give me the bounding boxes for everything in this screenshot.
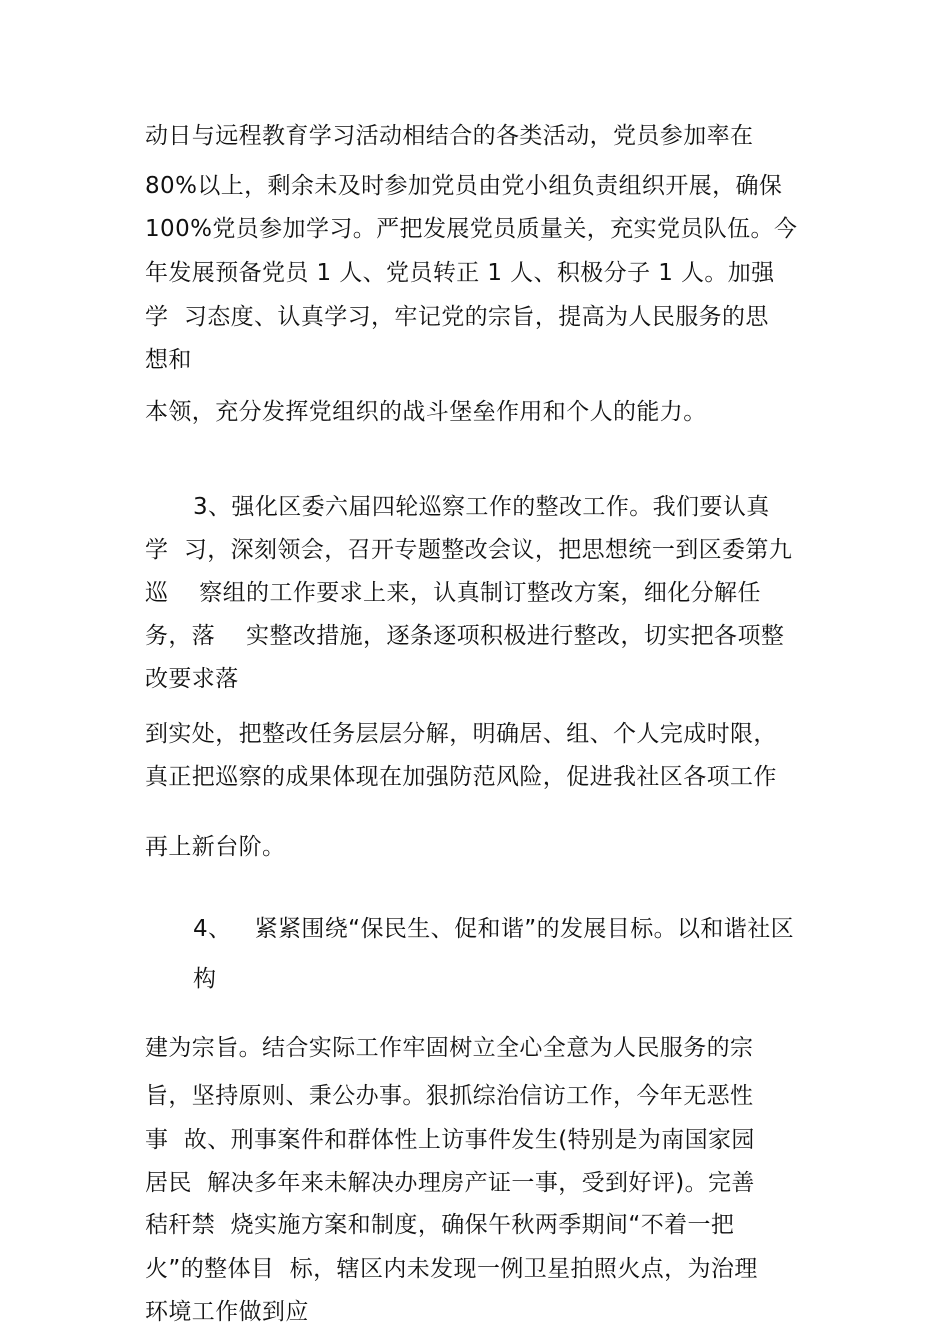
text-line: 80%以上，剩余未及时参加党员由党小组负责组织开展，确保 [145,173,783,199]
text-line: 再上新台阶。 [145,834,286,860]
text-line: 学 习态度、认真学习，牢记党的宗旨，提高为人民服务的思 [145,304,769,330]
text-line: 想和 [145,347,192,373]
text-line: 改要求落 [145,666,239,692]
text-line: 建为宗旨。结合实际工作牢固树立全心全意为人民服务的宗 [145,1035,754,1061]
text-line: 事 故、刑事案件和群体性上访事件发生(特别是为南国家园 [145,1127,755,1153]
text-line: 3、强化区委六届四轮巡察工作的整改工作。我们要认真 [193,494,770,520]
text-line: 100%党员参加学习。严把发展党员质量关，充实党员队伍。今 [145,216,798,242]
text-line: 动日与远程教育学习活动相结合的各类活动，党员参加率在 [145,123,754,149]
text-line: 学 习，深刻领会，召开专题整改会议，把思想统一到区委第九 [145,537,793,563]
text-line: 居民 解决多年来未解决办理房产证一事，受到好评)。完善 [145,1170,755,1196]
text-line: 火”的整体目 标，辖区内未发现一例卫星拍照火点，为治理 [145,1256,758,1282]
text-line: 巡 察组的工作要求上来，认真制订整改方案，细化分解任 [145,580,761,606]
text-line: 环境工作做到应 [145,1299,309,1325]
text-line: 构 [193,966,217,992]
text-line: 4、 紧紧围绕“保民生、促和谐”的发展目标。以和谐社区 [193,916,794,942]
text-line: 到实处，把整改任务层层分解，明确居、组、个人完成时限， [145,721,777,747]
text-line: 旨，坚持原则、秉公办事。狠抓综治信访工作，今年无恶性 [145,1083,754,1109]
text-line: 秸秆禁 烧实施方案和制度，确保午秋两季期间“不着一把 [145,1212,735,1238]
text-line: 年发展预备党员 1 人、党员转正 1 人、积极分子 1 人。加强 [145,260,775,286]
text-line: 真正把巡察的成果体现在加强防范风险，促进我社区各项工作 [145,764,777,790]
text-line: 务，落 实整改措施，逐条逐项积极进行整改，切实把各项整 [145,623,785,649]
text-line: 本领，充分发挥党组织的战斗堡垒作用和个人的能力。 [145,399,707,425]
